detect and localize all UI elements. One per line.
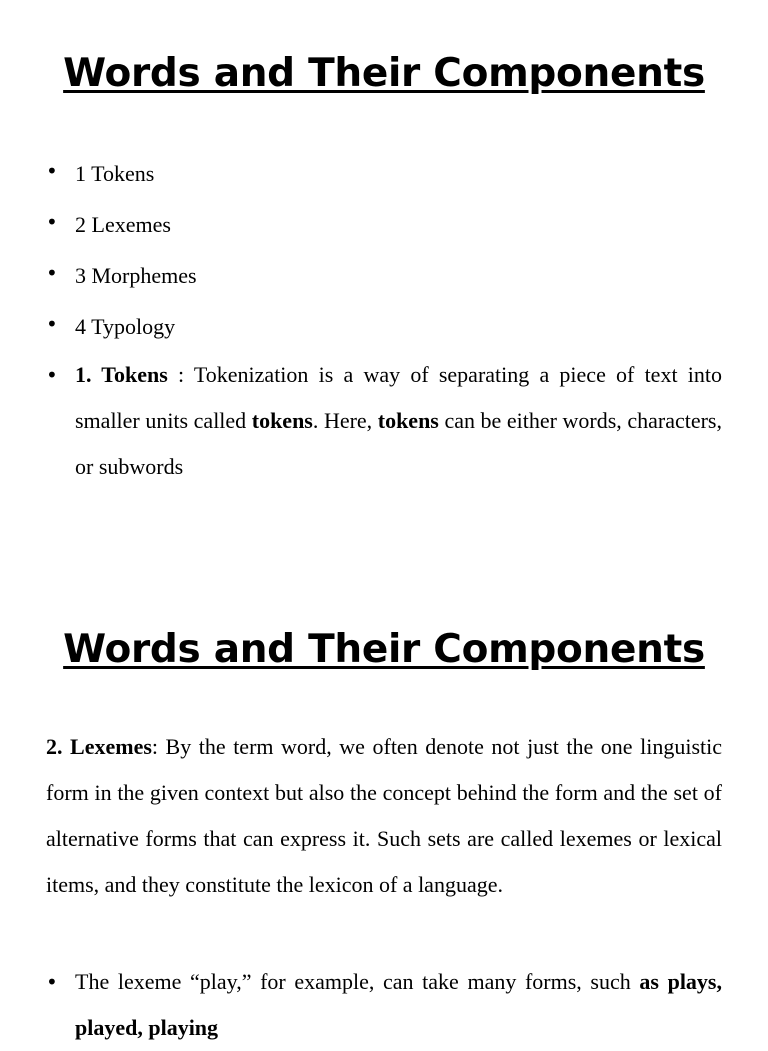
bullet-icon: • [46,363,58,387]
tokens-bold-a: tokens [251,408,313,433]
list-item-text: 4 Typology [75,314,176,339]
list-item-text: 3 Morphemes [75,263,197,288]
slide-title: Words and Their Components [63,627,705,672]
list-item-text: 1 Tokens [75,161,155,186]
list-item-text: 2 Lexemes [75,212,171,237]
lexemes-label: 2. Lexemes [46,734,152,759]
tokens-text-b: . Here, [312,408,378,433]
tokens-definition-item [46,352,722,490]
bullet-icon: • [46,261,58,285]
lexeme-example-text: The lexeme “play,” for example, can take many forms, such [75,969,631,994]
lexeme-example-forms: as plays, played, playing [75,969,722,1040]
list-item [46,199,722,250]
tokens-label: 1. Tokens [75,362,168,387]
tokens-bold-b: tokens [377,408,439,433]
slide-2 [0,576,768,1040]
bullet-icon: • [46,312,58,336]
list-item [46,250,722,301]
bullet-icon: • [46,159,58,183]
slide-title: Words and Their Components [63,51,705,96]
list-item [46,148,722,199]
lexemes-paragraph [46,724,722,908]
list-item [46,301,722,352]
topic-list [46,148,722,490]
tokens-text-c: can be either words, characters, or subwords [75,408,722,479]
tokens-text-a: : Tokenization is a way of separating a piece of text into smaller units called [75,362,722,433]
bullet-icon: • [46,970,58,994]
bullet-icon: • [46,210,58,234]
list-item [46,959,722,1051]
lexemes-text: : By the term word, we often denote not just the one linguistic form in the given context but also the concept behind the form and the set of alternative forms that can express it. Such sets are called lexemes or lexical items, and they constitute the lexicon of a language. [46,734,722,897]
lexeme-example-list [46,959,722,1051]
